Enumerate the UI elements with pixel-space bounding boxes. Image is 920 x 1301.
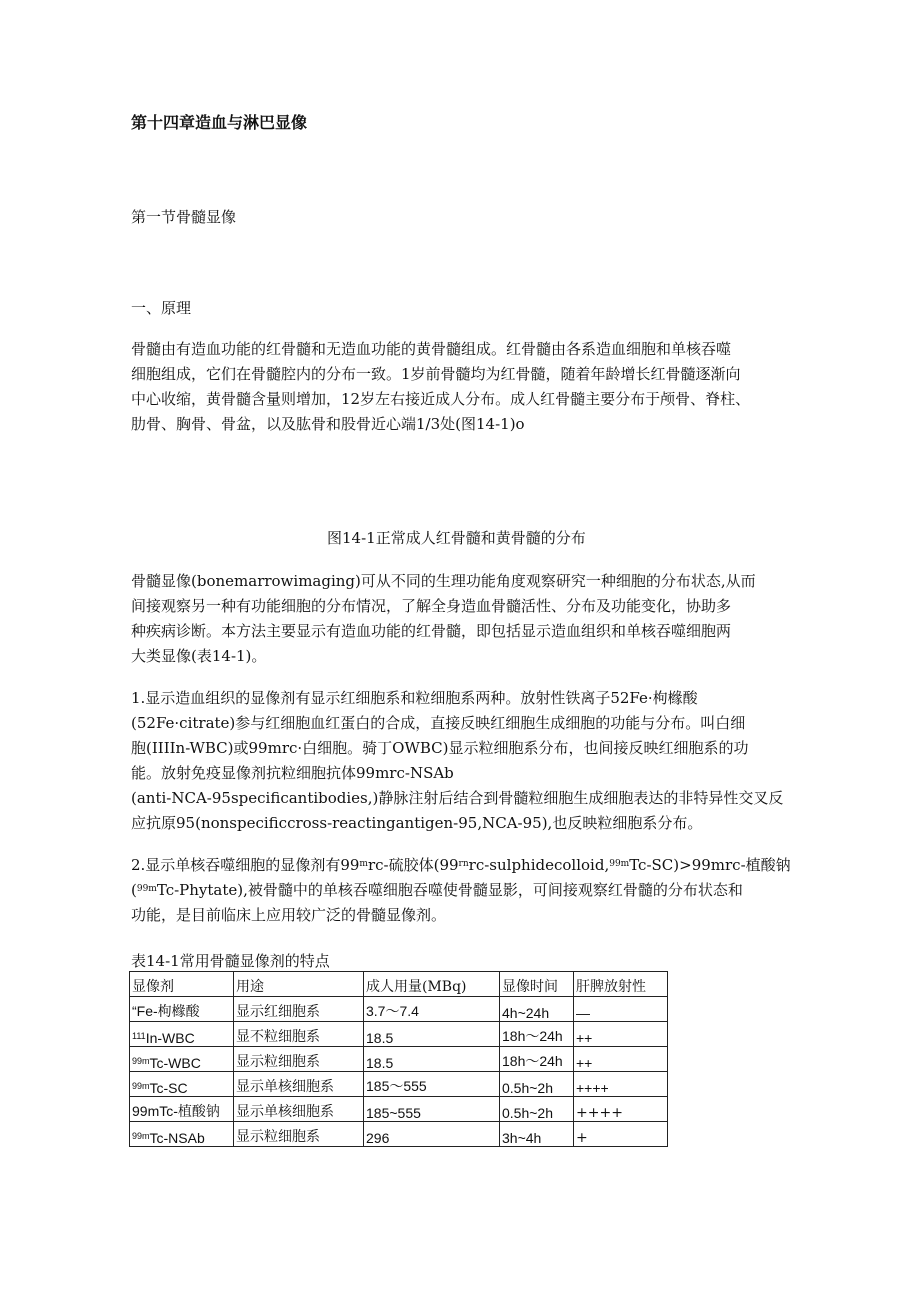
table-row [130,1072,668,1097]
paragraph-principle [131,337,831,437]
dose-cell: 18.5 [364,1022,500,1047]
paragraph-line: 种疾病诊断。本方法主要显示有造血功能的红骨髓，即包括显示造血组织和单核吞噬细胞两 [131,622,732,640]
dose-cell: 18.5 [364,1047,500,1072]
header-cell: 用途 [234,972,364,997]
paragraph-line: 间接观察另一种有功能细胞的分布情况，了解全身造血骨髓活性、分布及功能变化，协助多 [131,597,732,615]
liver-spleen-cell: ++++ [574,1097,668,1122]
paragraph-line: 骨髓显像(bonemarrowimaging)可从不同的生理功能角度观察研究一种细胞的分布状态,从而 [131,572,756,590]
table-header-row [130,972,668,997]
header-cell: 肝脾放射性 [574,972,668,997]
figure-caption: 图14-1正常成人红骨髓和黄骨髓的分布 [327,529,586,547]
agent-cell: $^{111}$In-WBC [130,1022,234,1047]
header-cell: 显像时间 [500,972,574,997]
table-caption: 表14-1常用骨髓显像剂的特点 [131,952,330,970]
header-cell: 成人用量(MBq) [364,972,500,997]
agent-cell: “Fe-枸橼酸 [130,997,234,1022]
use-cell: 显示粒细胞系 [234,1047,364,1072]
agent-cell: $^{99m}$Tc-WBC [130,1047,234,1072]
table-row [130,1022,668,1047]
use-cell: 显不粒细胞系 [234,1022,364,1047]
agent-cell: $^{99m}$Tc-SC [130,1072,234,1097]
time-cell: 18h～24h [500,1047,574,1072]
liver-spleen-cell: ++++ [574,1072,668,1097]
agent-cell: $^{99m}$Tc-NSAb [130,1122,234,1147]
paragraph-hematopoietic-agents [131,686,831,836]
dose-cell: 185~555 [364,1097,500,1122]
table-row [130,1047,668,1072]
use-cell: 显示单核细胞系 [234,1072,364,1097]
paragraph-phagocyte-agents [131,853,831,928]
paragraph-line: 能。放射免疫显像剂抗粒细胞抗体99mrc-NSAb [131,764,454,782]
chapter-title: 第十四章造血与淋巴显像 [131,113,308,132]
paragraph-line: 中心收缩，黄骨髓含量则增加，12岁左右接近成人分布。成人红骨髓主要分布于颅骨、脊柱、 [131,390,751,408]
paragraph-line: ($^{99m}$Tc-Phytate),被骨髓中的单核吞噬细胞吞噬使骨髓显影，可间接观察红骨髓的分布状态和 [131,881,743,899]
dose-cell: 3.7～7.4 [364,997,500,1022]
paragraph-line: 大类显像(表14-1)。 [131,647,267,665]
dose-cell: 185～555 [364,1072,500,1097]
paragraph-line: (anti-NCA-95specificantibodies,)静脉注射后结合到骨髓粒细胞生成细胞表达的非特异性交叉反 [131,789,784,807]
header-cell: 显像剂 [130,972,234,997]
dose-cell: 296 [364,1122,500,1147]
liver-spleen-cell: ++ [574,1047,668,1072]
time-cell: 3h~4h [500,1122,574,1147]
paragraph-line: 细胞组成，它们在骨髓腔内的分布一致。1岁前骨髓均为红骨髓，随着年龄增长红骨髓逐渐向 [131,365,741,383]
imaging-agents-table [129,971,668,1147]
paragraph-line: 功能，是目前临床上应用较广泛的骨髓显像剂。 [131,906,447,924]
paragraph-line: 胞(IIIIn-WBC)或99mrc·白细胞。骑丁OWBC)显示粒细胞系分布，也间接反映红细胞系的功 [131,739,749,757]
paragraph-imaging [131,569,831,669]
table-row [130,997,668,1022]
liver-spleen-cell: — [574,997,668,1022]
time-cell: 18h～24h [500,1022,574,1047]
liver-spleen-cell: + [574,1122,668,1147]
paragraph-line: 骨髓由有造血功能的红骨髓和无造血功能的黄骨髓组成。红骨髓由各系造血细胞和单核吞噬 [131,340,732,358]
time-cell: 4h~24h [500,997,574,1022]
liver-spleen-cell: ++ [574,1022,668,1047]
table-row [130,1097,668,1122]
paragraph-line: 2.显示单核吞噬细胞的显像剂有99$^m$rc-硫胶体$(99^{rn}rc-sulphidecolloid,^{99m}Tc-SC)>99mrc-$植酸钠 [131,856,791,874]
paragraph-line: 应抗原95(nonspecificcross-reactingantigen-95,NCA-95),也反映粒细胞系分布。 [131,814,703,832]
time-cell: 0.5h~2h [500,1097,574,1122]
paragraph-line: 1.显示造血组织的显像剂有显示红细胞系和粒细胞系两种。放射性铁离子52Fe·枸橼酸 [131,689,698,707]
paragraph-line: 肋骨、胸骨、骨盆，以及肱骨和股骨近心端1/3处(图14-1)o [131,415,525,433]
time-cell: 0.5h~2h [500,1072,574,1097]
use-cell: 显示粒细胞系 [234,1122,364,1147]
table-row [130,1122,668,1147]
section-heading: 第一节骨髓显像 [131,208,237,226]
paragraph-line: (52Fe·citrate)参与红细胞血红蛋白的合成，直接反映红细胞生成细胞的功能与分布。叫白细 [131,714,746,732]
subsection-heading: 一、原理 [131,299,192,317]
use-cell: 显示单核细胞系 [234,1097,364,1122]
use-cell: 显示红细胞系 [234,997,364,1022]
agent-cell: 99mTc-植酸钠 [130,1097,234,1122]
